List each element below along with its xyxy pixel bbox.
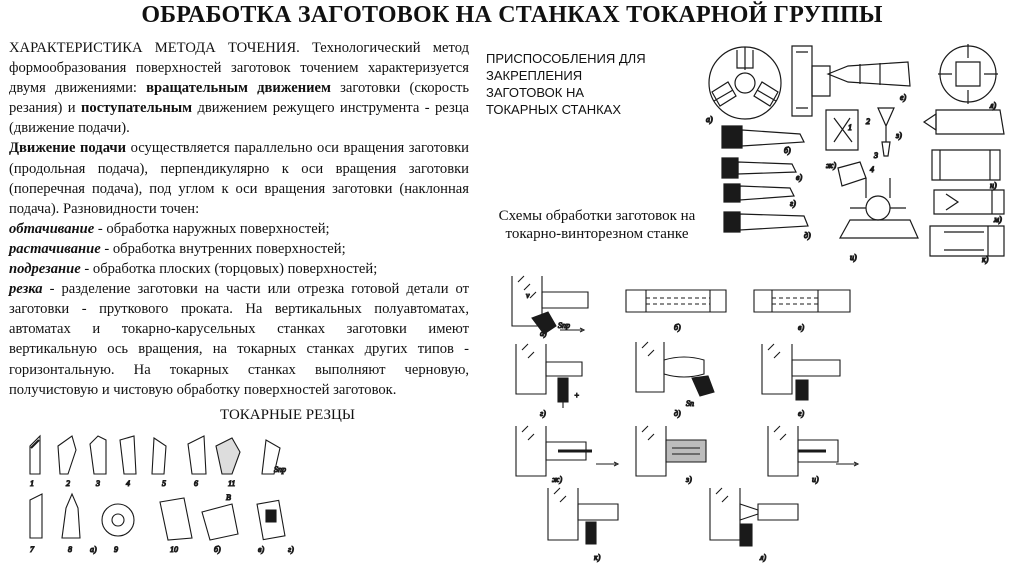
cutter-number-1: 1	[30, 479, 34, 488]
text-run: - обработка наружных поверхностей;	[94, 220, 330, 237]
steady-rest-figure	[840, 178, 918, 238]
cutter-number-8: 8	[68, 545, 72, 554]
fixture-caption-i: и)	[850, 253, 857, 262]
text-run: осуществляется параллельно оси вращения заготовки (продольная подача), перпендикулярно к оси вращения заготовки (поперечная подача), под углом к оси вращения заготовки (наклонная подача). Разновидности точен:	[9, 140, 469, 217]
faceplate-figure	[792, 46, 830, 116]
fixture-caption-z: з)	[896, 131, 902, 140]
fixture-caption-zh: ж)	[826, 161, 837, 170]
cutter-number-4: 4	[126, 479, 130, 488]
scheme-zh	[516, 426, 618, 476]
fixture-caption-d: д)	[804, 231, 811, 240]
scheme-caption-d: д)	[674, 409, 681, 418]
cutting-speed-symbol: v	[526, 291, 530, 300]
scheme-caption-g: г)	[540, 409, 546, 418]
fixtures-label: ПРИСПОСОБЛЕНИЯ ДЛЯ ЗАКРЕПЛЕНИЯ ЗАГОТОВОК НА ТОКАРНЫХ СТАНКАХ	[486, 51, 646, 117]
text-run: . Технологический метод формообразования поверхностей заготовок точением характеризуется двумя движениями:	[9, 40, 469, 97]
scheme-k	[548, 488, 618, 544]
fixture-caption-l: л)	[990, 101, 997, 110]
fixture-caption-m: м)	[994, 215, 1002, 224]
fixture-number-2: 2	[866, 117, 870, 126]
text-run: заготовки (скорость резания) и	[9, 80, 469, 117]
text-run: движением режущего инструмента - резца (движение подачи).	[9, 100, 470, 137]
scheme-caption-zh: ж)	[552, 475, 563, 484]
scheme-b	[626, 290, 726, 312]
fixture-number-1: 1	[848, 123, 852, 132]
fixture-caption-k: к)	[982, 255, 989, 264]
four-jaw-chuck-figure	[938, 44, 998, 104]
scheme-caption-a: а)	[540, 329, 547, 338]
term-feed-motion: Движение подачи	[9, 140, 127, 157]
cutter-row-bottom	[30, 494, 285, 540]
cutter-caption-v: в)	[258, 545, 265, 554]
section-heading: ХАРАКТЕРИСТИКА МЕТОДА ТОЧЕНИЯ	[9, 40, 297, 56]
scheme-caption-z: з)	[686, 475, 692, 484]
driving-dog-figure	[826, 110, 866, 186]
scheme-i	[768, 426, 858, 476]
cutter-caption-a: а)	[90, 545, 97, 554]
scheme-caption-b: б)	[674, 323, 681, 332]
fixture-number-4: 4	[870, 165, 874, 174]
carrier-figure	[878, 108, 894, 156]
scheme-caption-k: к)	[594, 553, 601, 562]
term-translational: поступательным	[81, 100, 193, 117]
term-cutting: резка	[9, 281, 43, 298]
scheme-l	[710, 488, 798, 546]
scheme-v	[754, 290, 850, 312]
cutter-caption-b: б)	[214, 545, 221, 554]
cutter-number-11: 11	[228, 479, 236, 488]
page-title: ОБРАБОТКА ЗАГОТОВОК НА СТАНКАХ ТОКАРНОЙ ГРУППЫ	[141, 2, 883, 28]
cutter-width-symbol: B	[226, 493, 231, 502]
scheme-a	[512, 276, 588, 334]
machining-schemes-drawing	[496, 268, 868, 568]
schemes-label: Схемы обработки заготовок на токарно-винторезном станке	[498, 208, 696, 242]
fixture-caption-g: г)	[790, 199, 796, 208]
fixture-caption-e: е)	[900, 93, 907, 102]
fixture-number-3: 3	[874, 151, 878, 160]
live-centre-figure	[828, 62, 910, 86]
fixture-caption-v: в)	[796, 173, 803, 182]
cutter-caption-g: г)	[288, 545, 294, 554]
cutter-number-3: 3	[96, 479, 100, 488]
cutter-feed-symbol: Sпр	[274, 465, 286, 474]
term-turning: обтачивание	[9, 220, 95, 237]
lathe-cutters-drawing	[18, 428, 308, 568]
scheme-caption-e: е)	[798, 409, 805, 418]
method-description	[9, 38, 469, 400]
scheme-g	[516, 344, 582, 408]
fixture-caption-b: б)	[784, 146, 791, 155]
fixtures-drawing	[700, 38, 1018, 266]
scheme-caption-i: и)	[812, 475, 819, 484]
scheme-e	[762, 344, 840, 400]
scheme-caption-v: в)	[798, 323, 805, 332]
term-boring: растачивание	[9, 240, 101, 257]
cutters-label: ТОКАРНЫЕ РЕЗЦЫ	[220, 407, 355, 423]
cutter-number-6: 6	[194, 479, 198, 488]
scheme-z	[636, 426, 706, 476]
plus-symbol: +	[574, 391, 580, 400]
fixture-caption-a: а)	[706, 115, 713, 124]
longitudinal-feed-symbol: Sпр	[558, 321, 570, 330]
text-run: - обработка плоских (торцовых) поверхностей;	[80, 261, 378, 278]
text-run: - разделение заготовки на части или отрезка готовой детали от заготовки - пруткового проката. На вертикальных полуавтоматах, автоматах и токарно-карусельных станках заготовки имеют вертикальную ось вращения, на токарных станках других типов - горизонтальную. На токарных станках выполняют черновую, получистовую и чистовую обработку поверхностей заготовок.	[9, 281, 469, 398]
cutter-row-top	[30, 436, 280, 474]
cutter-number-10: 10	[170, 545, 178, 554]
cutter-number-9: 9	[114, 545, 118, 554]
cutter-number-7: 7	[30, 545, 34, 554]
scheme-d	[636, 342, 714, 396]
cross-feed-symbol: Sп	[686, 399, 694, 408]
cutter-number-2: 2	[66, 479, 70, 488]
term-rotational: вращательным движением	[146, 80, 331, 97]
text-run: - обработка внутренних поверхностей;	[100, 240, 346, 257]
fixture-caption-n: н)	[990, 181, 997, 190]
scheme-caption-l: л)	[760, 553, 767, 562]
three-jaw-chuck-figure	[709, 47, 781, 119]
cutter-number-5: 5	[162, 479, 166, 488]
term-facing: подрезание	[9, 261, 81, 278]
